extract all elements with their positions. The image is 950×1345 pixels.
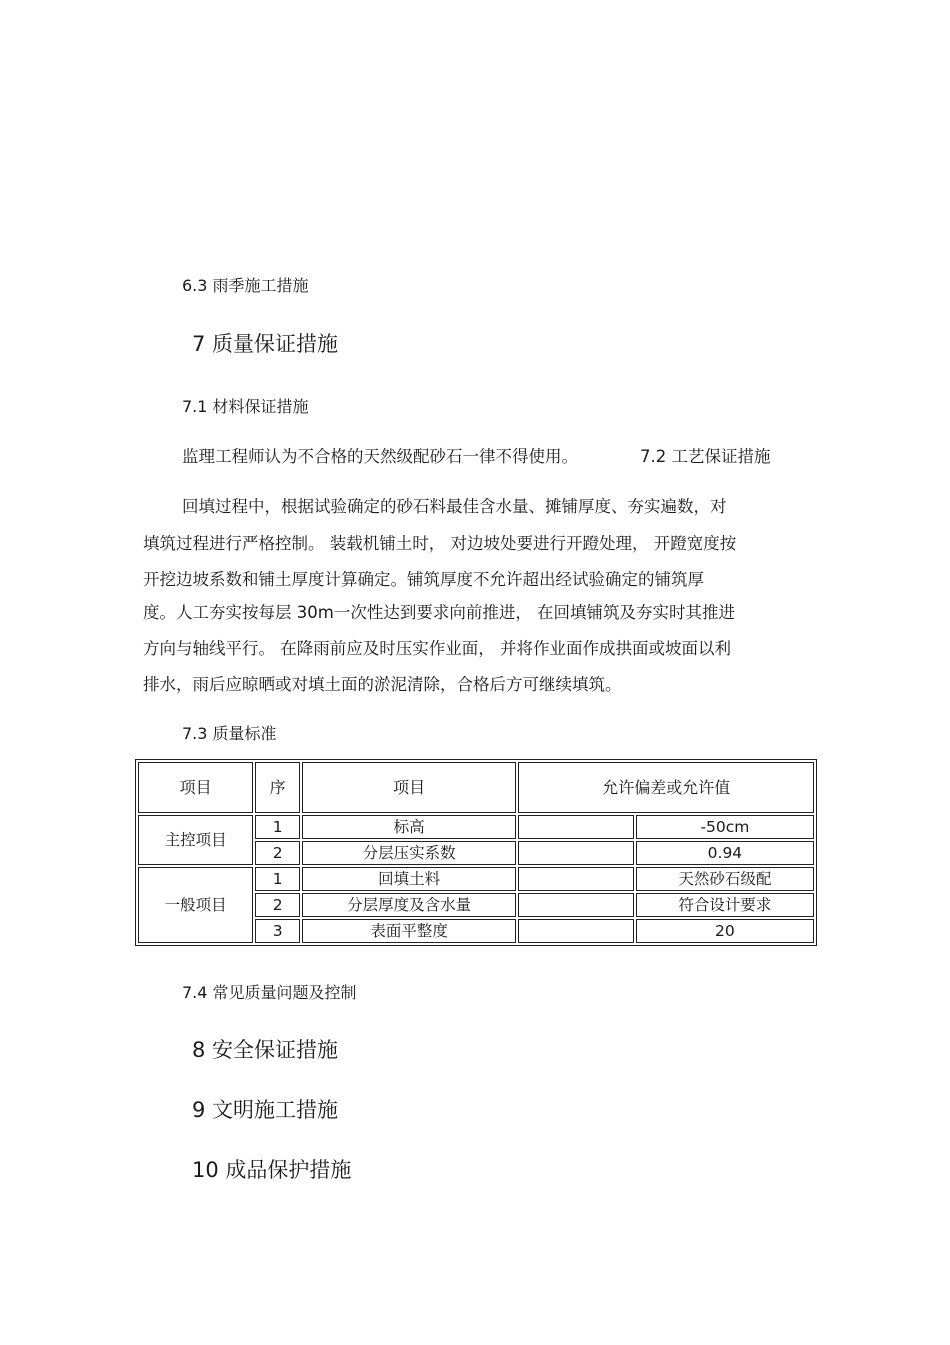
row-number: 2 [255, 841, 300, 865]
section-7-3-heading: 7.3 质量标准 [182, 724, 277, 743]
row-item: 分层厚度及含水量 [302, 893, 517, 917]
header-tolerance: 允许偏差或允许值 [518, 762, 814, 813]
row-value: 0.94 [636, 841, 814, 865]
row-item: 回填土料 [302, 867, 517, 891]
group-general: 一般项目 [138, 867, 253, 943]
row-value: 20 [636, 919, 814, 943]
section-7-1-heading: 7.1 材料保证措施 [182, 397, 309, 416]
row-empty-cell [518, 919, 633, 943]
row-number: 1 [255, 815, 300, 839]
paragraph-line: 排水，雨后应晾晒或对填土面的淤泥清除，合格后方可继续填筑。 [143, 675, 622, 694]
section-7-2-heading: 7.2 工艺保证措施 [640, 447, 771, 466]
row-empty-cell [518, 893, 633, 917]
row-number: 1 [255, 867, 300, 891]
header-item: 项目 [302, 762, 517, 813]
paragraph-line: 填筑过程进行严格控制。 装载机铺土时， 对边坡处要进行开蹬处理， 开蹬宽度按 [143, 534, 737, 553]
row-value: -50cm [636, 815, 814, 839]
section-9-heading: 9 文明施工措施 [192, 1098, 339, 1122]
row-empty-cell [518, 867, 633, 891]
section-8-heading: 8 安全保证措施 [192, 1038, 339, 1062]
row-empty-cell [518, 841, 633, 865]
row-item: 分层压实系数 [302, 841, 517, 865]
row-empty-cell [518, 815, 633, 839]
paragraph-line: 回填过程中，根据试验确定的砂石料最佳含水量、摊铺厚度、夯实遍数，对 [182, 497, 727, 516]
section-7-heading: 7 质量保证措施 [192, 332, 339, 356]
row-item: 表面平整度 [302, 919, 517, 943]
row-number: 2 [255, 893, 300, 917]
table-row [138, 815, 814, 839]
header-sequence: 序 [255, 762, 300, 813]
quality-standard-table [135, 759, 817, 946]
table-header-row [138, 762, 814, 813]
group-main-control: 主控项目 [138, 815, 253, 865]
material-guarantee-text: 监理工程师认为不合格的天然级配砂石一律不得使用。 [182, 447, 578, 466]
section-10-heading: 10 成品保护措施 [192, 1158, 352, 1182]
paragraph-line: 开挖边坡系数和铺土厚度计算确定。铺筑厚度不允许超出经试验确定的铺筑厚 [143, 570, 704, 589]
paragraph-line: 度。人工夯实按每层 30m一次性达到要求向前推进， 在回填铺筑及夯实时其推进 [143, 603, 736, 622]
header-category: 项目 [138, 762, 253, 813]
row-number: 3 [255, 919, 300, 943]
row-item: 标高 [302, 815, 517, 839]
section-6-3-heading: 6.3 雨季施工措施 [182, 276, 309, 295]
row-value: 符合设计要求 [636, 893, 814, 917]
table-row [138, 867, 814, 891]
paragraph-line: 方向与轴线平行。 在降雨前应及时压实作业面， 并将作业面作成拱面或坡面以利 [143, 639, 731, 658]
section-7-4-heading: 7.4 常见质量问题及控制 [182, 983, 357, 1002]
row-value: 天然砂石级配 [636, 867, 814, 891]
